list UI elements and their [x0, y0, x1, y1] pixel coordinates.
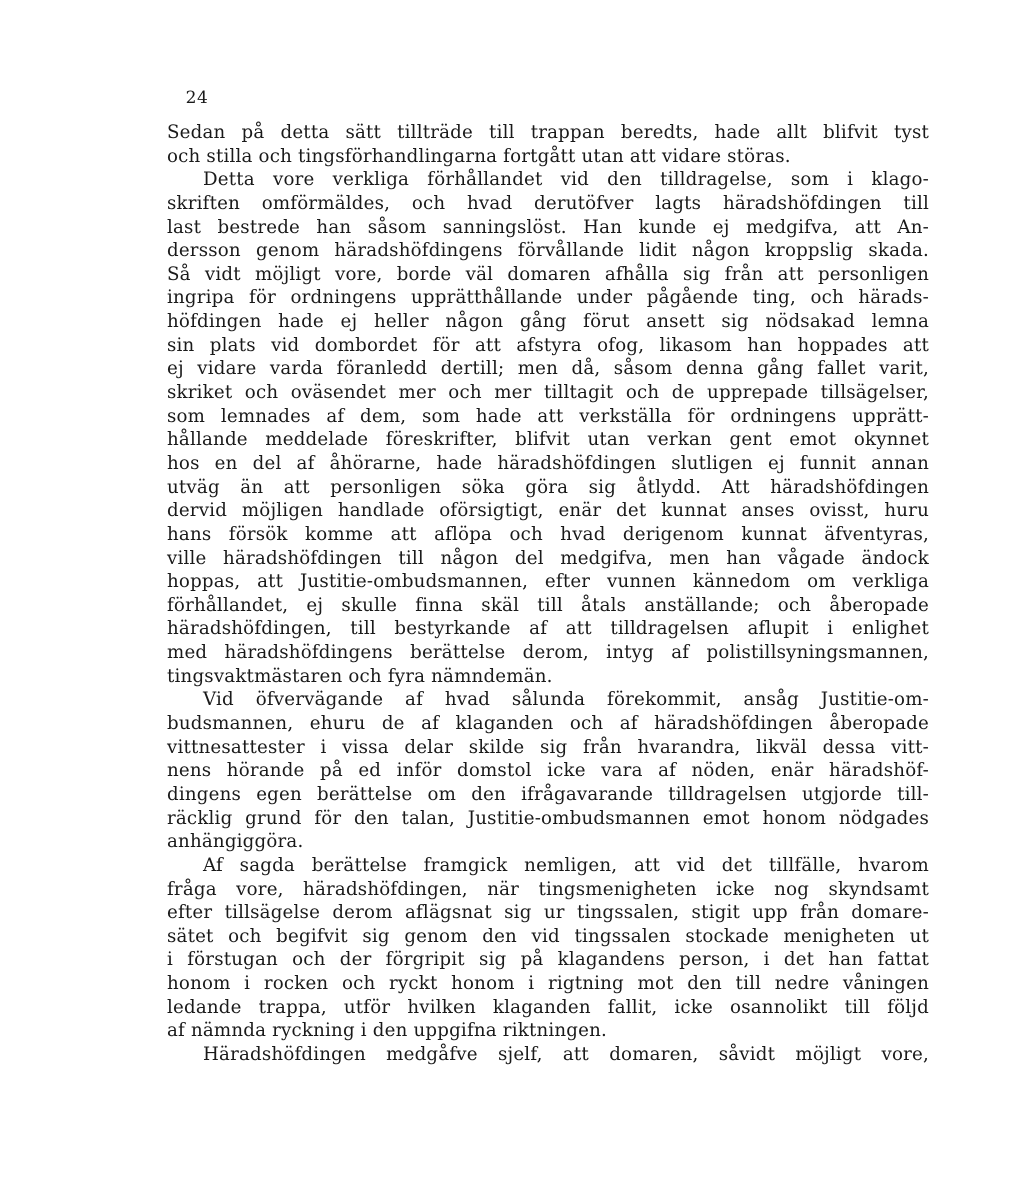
text-line: dingens egen berättelse om den ifrågavarande tilldragelsen utgjorde till-	[167, 783, 929, 805]
text-line: skriften omförmäldes, och hvad derutöfver lagts häradshöfdingen till	[167, 192, 929, 214]
text-line: ej vidare varda föranledd dertill; men då, såsom denna gång fallet varit,	[167, 358, 929, 380]
text-line: af nämnda ryckning i den uppgifna riktningen.	[167, 1020, 607, 1042]
text-line: budsmannen, ehuru de af klaganden och af häradshöfdingen åberopade	[167, 713, 929, 735]
text-line: anhängiggöra.	[167, 831, 304, 853]
text-line: med häradshöfdingens berättelse derom, intyg af polistillsyningsmannen,	[167, 642, 929, 664]
text-line: Så vidt möjligt vore, borde väl domaren afhålla sig från att personligen	[167, 263, 929, 285]
text-line: hos en del af åhörarne, hade häradshöfdingen slutligen ej funnit annan	[167, 452, 929, 474]
text-line: Af sagda berättelse framgick nemligen, att vid det tillfälle, hvarom	[203, 854, 929, 876]
text-line: dervid möjligen handlade oförsigtigt, enär det kunnat anses ovisst, huru	[167, 500, 929, 522]
text-line: förhållandet, ej skulle finna skäl till åtals anställande; och åberopade	[167, 594, 929, 616]
text-line: honom i rocken och ryckt honom i rigtning mot den till nedre våningen	[167, 973, 929, 995]
body-text	[167, 121, 929, 1067]
text-line: hållande meddelade föreskrifter, blifvit utan verkan gent emot okynnet	[167, 429, 929, 451]
text-line: last bestrede han såsom sanningslöst. Han kunde ej medgifva, att An-	[167, 216, 929, 238]
text-line: Vid öfvervägande af hvad sålunda förekommit, ansåg Justitie-om-	[203, 689, 929, 711]
text-line: vittnesattester i vissa delar skilde sig från hvarandra, likväl dessa vitt-	[167, 736, 929, 758]
text-line: sin plats vid dombordet för att afstyra ofog, likasom han hoppades att	[167, 334, 929, 356]
text-line: Sedan på detta sätt tillträde till trappan beredts, hade allt blifvit tyst	[167, 122, 929, 143]
text-line: dersson genom häradshöfdingens förvållande lidit någon kroppslig skada.	[167, 240, 929, 262]
text-line: hoppas, att Justitie-ombudsmannen, efter vunnen kännedom om verkliga	[167, 571, 929, 593]
text-line: i förstugan och der förgripit sig på klagandens person, i det han fattat	[167, 949, 929, 971]
text-line: sätet och begifvit sig genom den vid tingssalen stockade menigheten ut	[167, 925, 929, 947]
text-line: som lemnades af dem, som hade att verkställa för ordningens upprätt-	[167, 405, 929, 427]
text-line: ingripa för ordningens upprätthållande under pågående ting, och härads-	[167, 287, 929, 309]
text-line: höfdingen hade ej heller någon gång förut ansett sig nödsakad lemna	[167, 311, 929, 333]
text-line: efter tillsägelse derom aflägsnat sig ur tingssalen, stigit upp från domare-	[167, 902, 929, 924]
text-line: ledande trappa, utför hvilken klaganden fallit, icke osannolikt till följd	[167, 996, 929, 1018]
text-line: nens hörande på ed inför domstol icke vara af nöden, enär häradshöf-	[167, 760, 929, 782]
text-line: skriket och oväsendet mer och mer tilltagit och de upprepade tillsägelser,	[167, 382, 929, 404]
text-line: tingsvaktmästaren och fyra nämndemän.	[167, 665, 553, 687]
text-line: Detta vore verkliga förhållandet vid den tilldragelse, som i klago-	[203, 169, 929, 191]
text-line: fråga vore, häradshöfdingen, när tingsmenigheten icke nog skyndsamt	[167, 878, 929, 900]
text-line: Häradshöfdingen medgåfve sjelf, att domaren, såvidt möjligt vore,	[203, 1043, 929, 1065]
text-line: ville häradshöfdingen till någon del medgifva, men han vågade ändock	[167, 547, 929, 569]
text-line: och stilla och tingsförhandlingarna fortgått utan att vidare störas.	[167, 145, 791, 167]
text-line: räcklig grund för den talan, Justitie-ombudsmannen emot honom nödgades	[167, 807, 929, 829]
page-number: 24	[185, 88, 209, 108]
text-line: utväg än att personligen söka göra sig åtlydd. Att häradshöfdingen	[167, 476, 929, 498]
text-line: häradshöfdingen, till bestyrkande af att tilldragelsen aflupit i enlighet	[167, 618, 929, 640]
text-line: hans försök komme att aflöpa och hvad derigenom kunnat äfventyras,	[167, 523, 929, 545]
